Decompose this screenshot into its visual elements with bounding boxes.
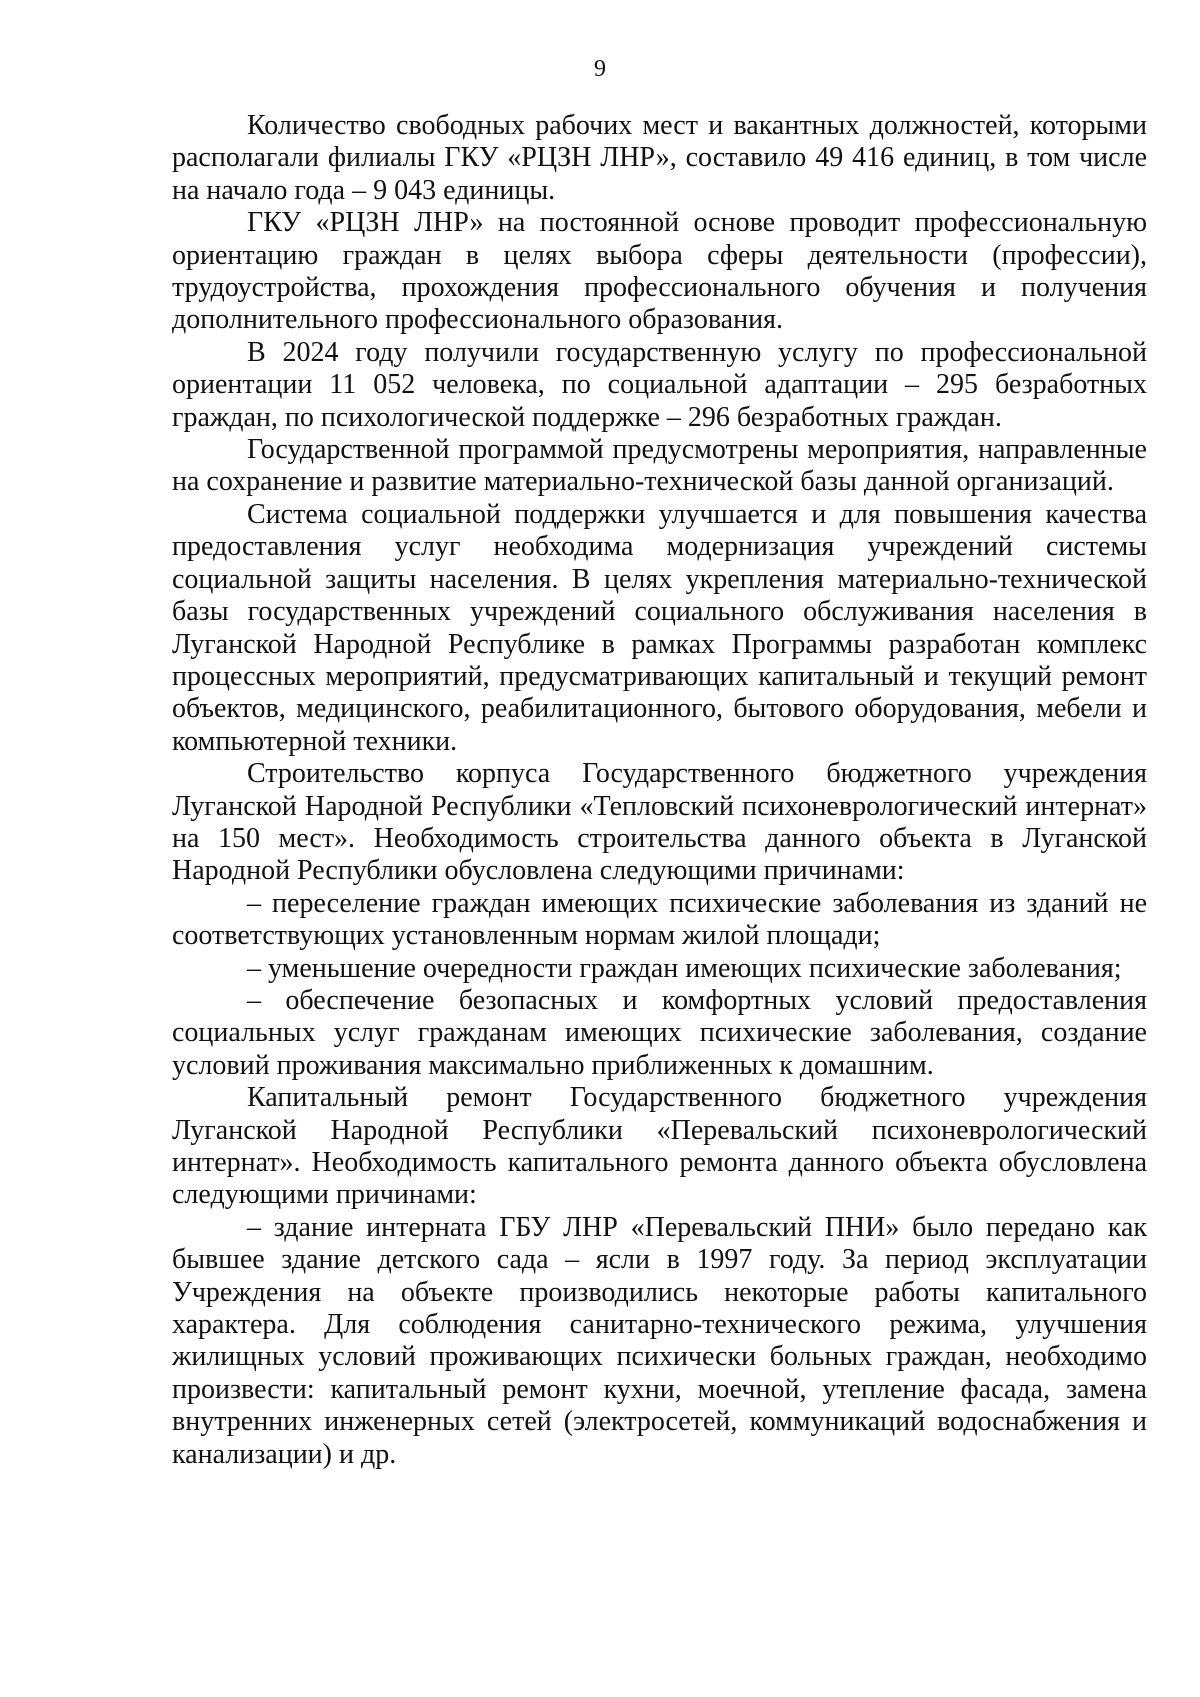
paragraph-career-guidance: ГКУ «РЦЗН ЛНР» на постоянной основе проводит профессиональную ориентацию граждан в целях выбора сферы деятельности (профессии), трудоустройства, прохождения профессионального обучения и получения дополнительного профессионального образования. [172,207,1147,336]
paragraph-state-program: Государственной программой предусмотрены мероприятия, направленные на сохранение и развитие материально-технической базы данной организаций. [172,434,1147,498]
paragraph-perevalsky-repair: Капитальный ремонт Государственного бюджетного учреждения Луганской Народной Республики «Перевальский психоневрологический интернат». Необходимость капитального ремонта данного объекта обусловлена следующими причинами: [172,1082,1147,1211]
paragraph-vacancies: Количество свободных рабочих мест и вакантных должностей, которыми располагали филиалы ГКУ «РЦЗН ЛНР», составило 49 416 единиц, в том числе на начало года – 9 043 единицы. [172,110,1147,206]
document-body [172,110,1147,1471]
paragraph-social-support: Система социальной поддержки улучшается и для повышения качества предоставления услуг необходима модернизация учреждений системы социальной защиты населения. В целях укрепления материально-технической базы государственных учреждений социального обслуживания населения в Луганской Народной Республике в рамках Программы разработан комплекс процессных мероприятий, предусматривающих капитальный и текущий ремонт объектов, медицинского, реабилитационного, бытового оборудования, мебели и компьютерной техники. [172,498,1147,757]
list-item-building-history: – здание интерната ГБУ ЛНР «Перевальский ПНИ» было передано как бывшее здание детского сада – ясли в 1997 году. За период эксплуатации Учреждения на объекте производились некоторые работы капитального характера. Для соблюдения санитарно-технического режима, улучшения жилищных условий проживающих психически больных граждан, необходимо произвести: капитальный ремонт кухни, моечной, утепление фасада, замена внутренних инженерных сетей (электросетей, коммуникаций водоснабжения и канализации) и др. [172,1211,1147,1470]
list-item-safe-conditions: – обеспечение безопасных и комфортных условий предоставления социальных услуг гражданам имеющих психические заболевания, создание условий проживания максимально приближенных к домашним. [172,984,1147,1081]
paragraph-teplovsky-construction: Строительство корпуса Государственного бюджетного учреждения Луганской Народной Республики «Тепловский психоневрологический интернат» на 150 мест». Необходимость строительства данного объекта в Луганской Народной Республики обусловлена следующими причинами: [172,758,1147,887]
page-number: 9 [594,56,606,82]
list-item-queue-reduction: – уменьшение очередности граждан имеющих психические заболевания; [247,952,1122,984]
list-item-resettlement: – переселение граждан имеющих психические заболевания из зданий не соответствующих установленным нормам жилой площади; [172,887,1147,952]
paragraph-2024-services: В 2024 году получили государственную услугу по профессиональной ориентации 11 052 человека, по социальной адаптации – 295 безработных граждан, по психологической поддержке – 296 безработных граждан. [172,336,1147,433]
